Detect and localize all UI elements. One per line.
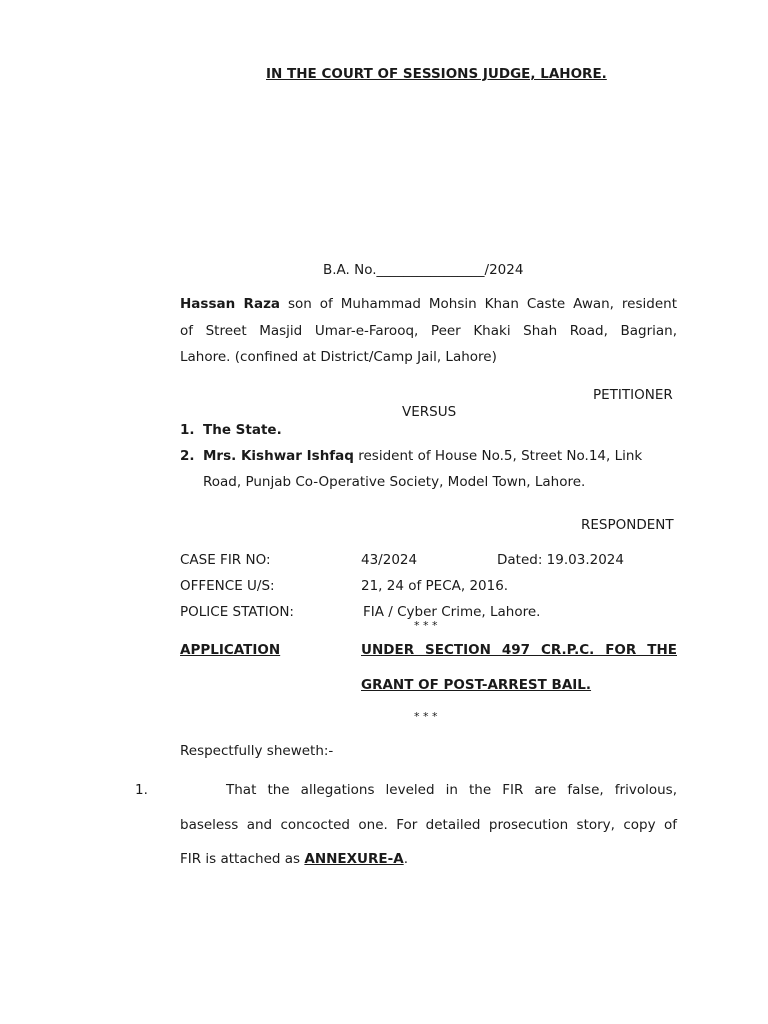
paragraph-1-line-1: That the allegations leveled in the FIR are false, frivolous, bbox=[226, 782, 677, 798]
separator-stars: * * * bbox=[414, 710, 438, 723]
paragraph-number: 1. bbox=[135, 782, 148, 798]
paragraph-1-line-3-end: . bbox=[403, 851, 408, 867]
police-station-label: POLICE STATION: bbox=[180, 604, 294, 620]
respondent-item-2 bbox=[180, 448, 642, 464]
respondent-name: The State. bbox=[203, 422, 282, 438]
petitioner-name: Hassan Raza bbox=[180, 296, 281, 312]
case-fir-date: Dated: 19.03.2024 bbox=[497, 552, 624, 568]
respondent-name: Mrs. Kishwar Ishfaq bbox=[203, 448, 354, 464]
application-label: APPLICATION bbox=[180, 642, 281, 658]
respondent-number: 1. bbox=[180, 422, 195, 438]
petitioner-label: PETITIONER bbox=[593, 387, 673, 403]
paragraph-1-line-3 bbox=[180, 851, 408, 867]
ba-number bbox=[323, 262, 523, 278]
versus-label: VERSUS bbox=[402, 404, 457, 420]
separator-stars: * * * bbox=[414, 619, 438, 632]
petitioner-line-3: Lahore. (confined at District/Camp Jail, Lahore) bbox=[180, 349, 497, 365]
ba-number-prefix: B.A. No. bbox=[323, 262, 377, 278]
respondent-number: 2. bbox=[180, 448, 195, 464]
offence-label: OFFENCE U/S: bbox=[180, 578, 275, 594]
respondent-address: resident of House No.5, Street No.14, Link bbox=[358, 448, 643, 464]
ba-number-suffix: /2024 bbox=[484, 262, 524, 278]
respondent-item-1 bbox=[180, 422, 282, 438]
respondent-label: RESPONDENT bbox=[581, 517, 674, 533]
application-title-line-1: UNDER SECTION 497 CR.P.C. FOR THE bbox=[361, 642, 677, 658]
offence-value: 21, 24 of PECA, 2016. bbox=[361, 578, 509, 594]
petitioner-line-1-rest: son of Muhammad Mohsin Khan Caste Awan, resident bbox=[288, 296, 677, 312]
petitioner-line-2: of Street Masjid Umar-e-Farooq, Peer Khaki Shah Road, Bagrian, bbox=[180, 323, 677, 339]
ba-number-blank: ________________ bbox=[376, 262, 485, 278]
case-fir-label: CASE FIR NO: bbox=[180, 552, 271, 568]
case-fir-value: 43/2024 bbox=[361, 552, 418, 568]
police-station-value: FIA / Cyber Crime, Lahore. bbox=[363, 604, 541, 620]
annexure-reference: ANNEXURE-A bbox=[304, 851, 404, 867]
petitioner-line-1 bbox=[180, 296, 677, 312]
paragraph-1-line-2: baseless and concocted one. For detailed prosecution story, copy of bbox=[180, 817, 677, 833]
application-title-line-2: GRANT OF POST-ARREST BAIL. bbox=[361, 677, 592, 693]
paragraph-1-line-3-text: FIR is attached as bbox=[180, 851, 305, 867]
salutation: Respectfully sheweth:- bbox=[180, 743, 334, 759]
respondent-address-line-2: Road, Punjab Co-Operative Society, Model Town, Lahore. bbox=[203, 474, 586, 490]
court-title: IN THE COURT OF SESSIONS JUDGE, LAHORE. bbox=[266, 66, 607, 82]
